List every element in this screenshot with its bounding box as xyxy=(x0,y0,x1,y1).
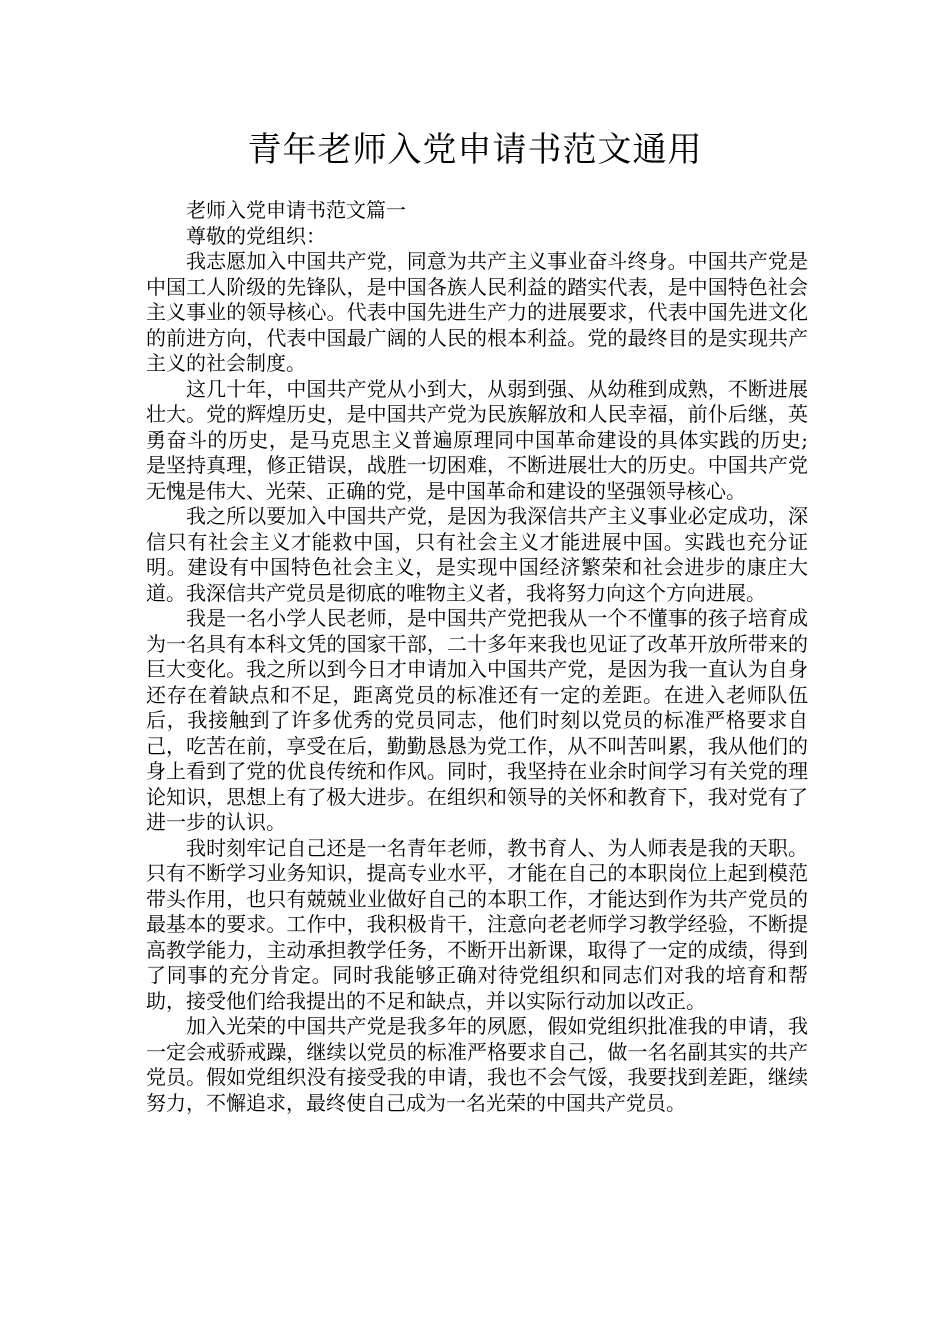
paragraph: 加入光荣的中国共产党是我多年的夙愿，假如党组织批准我的申请，我一定会戒骄戒躁，继续以党员的标准严格要求自己，做一名名副其实的共产党员。假如党组织没有接受我的申请，我也不会气馁，我要找到差距，继续努力，不懈追求，最终使自己成为一名光荣的中国共产党员。 xyxy=(146,1014,808,1115)
document-body xyxy=(146,198,808,1116)
document-title: 青年老师入党申请书范文通用 xyxy=(247,130,703,170)
paragraph: 这几十年，中国共产党从小到大，从弱到强、从幼稚到成熟，不断进展壮大。党的辉煌历史，是中国共产党为民族解放和人民幸福，前仆后继，英勇奋斗的历史，是马克思主义普遍原理同中国革命建设的具体实践的历史;是坚持真理，修正错误，战胜一切困难，不断进展壮大的历史。中国共产党无愧是伟大、光荣、正确的党，是中国革命和建设的坚强领导核心。 xyxy=(146,376,808,503)
paragraph: 我是一名小学人民老师，是中国共产党把我从一个不懂事的孩子培育成为一名具有本科文凭的国家干部，二十多年来我也见证了改革开放所带来的巨大变化。我之所以到今日才申请加入中国共产党，是因为我一直认为自身还存在着缺点和不足，距离党员的标准还有一定的差距。在进入老师队伍后，我接触到了许多优秀的党员同志，他们时刻以党员的标准严格要求自己，吃苦在前，享受在后，勤勤恳恳为党工作，从不叫苦叫累，我从他们的身上看到了党的优良传统和作风。同时，我坚持在业余时间学习有关党的理论知识，思想上有了极大进步。在组织和领导的关怀和教育下，我对党有了进一步的认识。 xyxy=(146,606,808,834)
salutation: 尊敬的党组织： xyxy=(186,223,326,248)
section-heading: 老师入党申请书范文篇一 xyxy=(186,198,406,222)
paragraph: 我时刻牢记自己还是一名青年老师，教书育人、为人师表是我的天职。只有不断学习业务知识，提高专业水平，才能在自己的本职岗位上起到模范带头作用，也只有兢兢业业做好自己的本职工作，才能达到作为共产党员的最基本的要求。工作中，我积极肯干，注意向老老师学习教学经验，不断提高教学能力，主动承担教学任务，不断开出新课，取得了一定的成绩，得到了同事的充分肯定。同时我能够正确对待党组织和同志们对我的培育和帮助，接受他们给我提出的不足和缺点，并以实际行动加以改正。 xyxy=(146,835,808,1013)
paragraph: 我之所以要加入中国共产党，是因为我深信共产主义事业必定成功，深信只有社会主义才能救中国，只有社会主义才能进展中国。实践也充分证明。建设有中国特色社会主义，是实现中国经济繁荣和社会进步的康庄大道。我深信共产党员是彻底的唯物主义者，我将努力向这个方向进展。 xyxy=(146,504,808,605)
paragraph: 我志愿加入中国共产党，同意为共产主义事业奋斗终身。中国共产党是中国工人阶级的先锋队，是中国各族人民利益的踏实代表，是中国特色社会主义事业的领导核心。代表中国先进生产力的进展要求，代表中国先进文化的前进方向，代表中国最广阔的人民的根本利益。党的最终目的是实现共产主义的社会制度。 xyxy=(146,249,808,375)
